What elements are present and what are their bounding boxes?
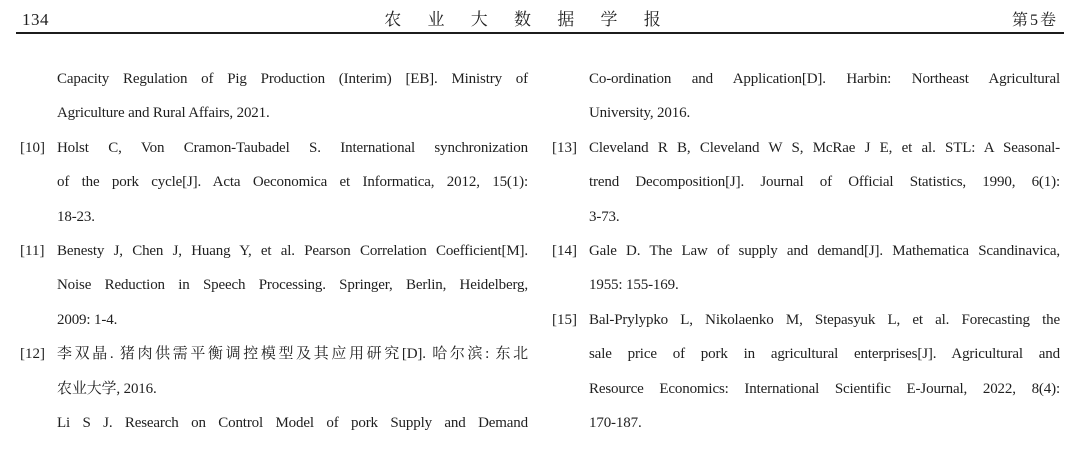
reference-item-11 [20, 234, 528, 337]
reference-line: Holst C, Von Cramon-Taubadel S. International synchronization [57, 139, 528, 156]
references-column-right [552, 62, 1060, 440]
reference-number: [11] [20, 243, 45, 260]
reference-number: [15] [552, 311, 577, 328]
journal-title: 农 业 大 数 据 学 报 [384, 10, 665, 29]
reference-line: Benesty J, Chen J, Huang Y, et al. Pearson Correlation Coefficient[M]. [57, 243, 528, 260]
reference-line: sale price of pork in agricultural enterprises[J]. Agricultural and [589, 346, 1060, 363]
reference-line: Cleveland R B, Cleveland W S, McRae J E, et al. STL: A Seasonal- [589, 139, 1060, 156]
reference-line: 3-73. [589, 208, 620, 225]
reference-line: 2009: 1-4. [57, 311, 118, 328]
reference-line: Agriculture and Rural Affairs, 2021. [57, 105, 270, 122]
reference-number: [10] [20, 139, 45, 156]
page-number: 134 [22, 10, 49, 29]
reference-line: Li S J. Research on Control Model of pork Supply and Demand [57, 415, 528, 432]
reference-item-13 [552, 131, 1060, 234]
reference-item-continuation [20, 62, 528, 131]
references-column-left [20, 62, 528, 440]
reference-line: 1955: 155-169. [589, 277, 679, 294]
reference-line: Resource Economics: International Scientific E-Journal, 2022, 8(4): [589, 380, 1060, 397]
reference-number: [13] [552, 139, 577, 156]
reference-line: Capacity Regulation of Pig Production (Interim) [EB]. Ministry of [57, 71, 528, 87]
reference-item-15 [552, 303, 1060, 441]
reference-line: 李双晶. 猪肉供需平衡调控模型及其应用研究[D]. 哈尔滨: 东北 [57, 346, 528, 363]
reference-item-10 [20, 131, 528, 234]
reference-line: 农业大学, 2016. [57, 380, 157, 397]
reference-line: 18-23. [57, 208, 95, 225]
reference-line: of the pork cycle[J]. Acta Oeconomica et Informatica, 2012, 15(1): [57, 174, 528, 191]
reference-number: [14] [552, 243, 577, 260]
volume-label: 第5卷 [1011, 12, 1058, 29]
reference-line: University, 2016. [589, 105, 691, 122]
reference-line: Co-ordination and Application[D]. Harbin: Northeast Agricultural [589, 71, 1060, 87]
references-section [16, 34, 1064, 440]
reference-item-12 [20, 337, 528, 440]
reference-line: trend Decomposition[J]. Journal of Official Statistics, 1990, 6(1): [589, 174, 1060, 191]
reference-line: Noise Reduction in Speech Processing. Springer, Berlin, Heidelberg, [57, 277, 528, 294]
reference-item-continuation [552, 62, 1060, 131]
reference-line: 170-187. [589, 415, 642, 432]
reference-line: Gale D. The Law of supply and demand[J]. Mathematica Scandinavica, [589, 243, 1060, 260]
reference-item-14 [552, 234, 1060, 303]
reference-line: Bal-Prylypko L, Nikolaenko M, Stepasyuk L, et al. Forecasting the [589, 311, 1060, 328]
page-header [16, 0, 1064, 32]
reference-number: [12] [20, 346, 45, 363]
